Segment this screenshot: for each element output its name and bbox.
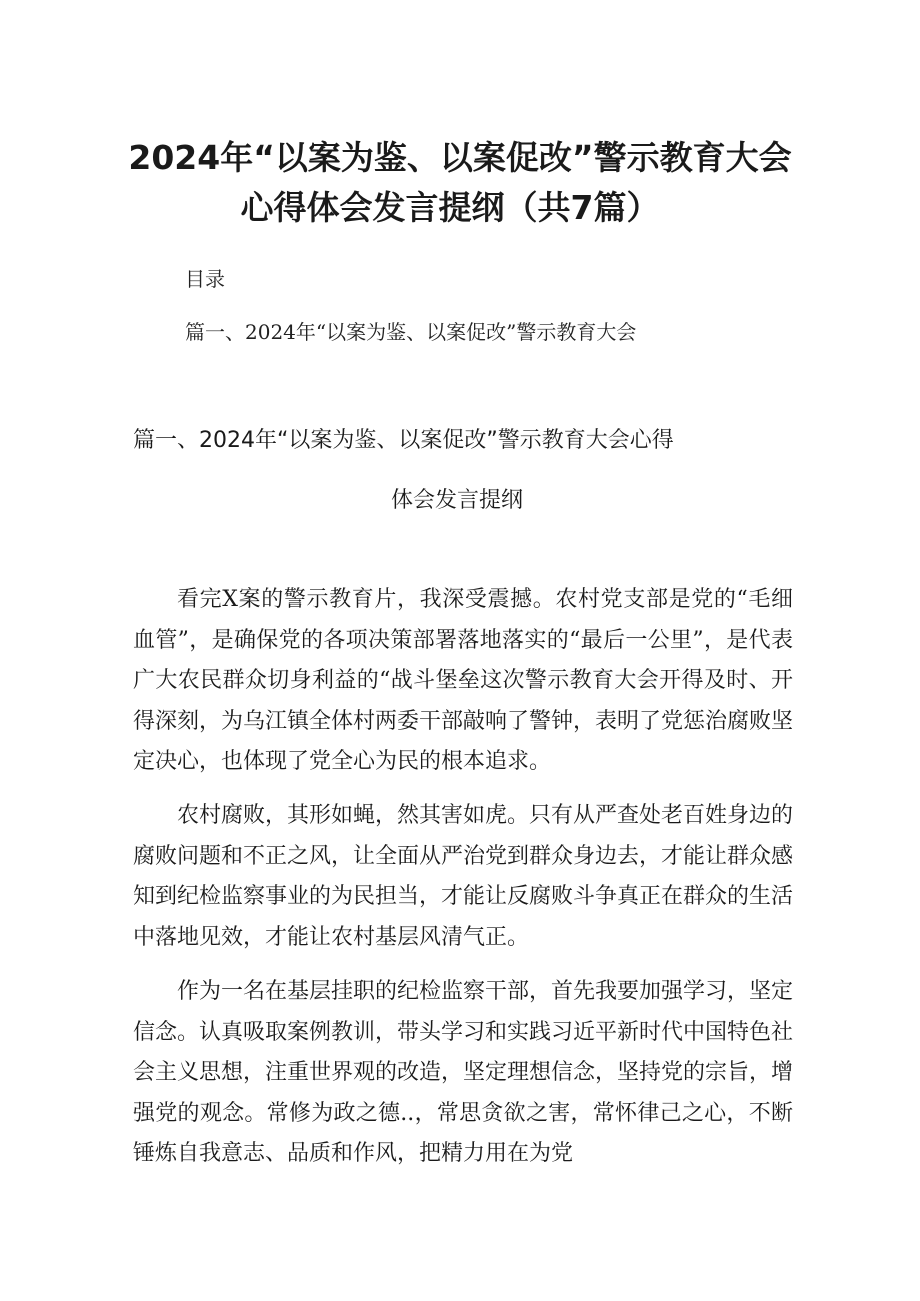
toc-entry[interactable]: 篇一、2024年“以案为鉴、以案促改”警示教育大会 [185, 320, 637, 344]
document-title-line-2: 心得体会发言提纲（共7篇） [240, 188, 660, 227]
document-title-line-1: 2024年“以案为鉴、以案促改”警示教育大会 [128, 138, 792, 177]
section-title-line-1: 篇一、2024年“以案为鉴、以案促改”警示教育大会心得 [133, 428, 674, 453]
toc-heading: 目录 [185, 267, 225, 291]
body-paragraph: 作为一名在基层挂职的纪检监察干部，首先我要加强学习，坚定信念。认真吸取案例教训，带头学习和实践习近平新时代中国特色社会主义思想，注重世界观的改造，坚定理想信念，坚持党的宗旨，增强党的观念。常修为政之德..，常思贪欲之害，常怀律己之心，不断锤炼自我意志、品质和作风，把精力用在为党 [133, 979, 793, 1166]
body-paragraph: 农村腐败，其形如蝇，然其害如虎。只有从严查处老百姓身边的腐败问题和不正之风，让全面从严治党到群众身边去，才能让群众感知到纪检监察事业的为民担当，才能让反腐败斗争真正在群众的生活中落地见效，才能让农村基层风清气正。 [133, 803, 794, 950]
section-title-line-2: 体会发言提纲 [391, 488, 524, 513]
body-paragraph: 看完X案的警示教育片，我深受震撼。农村党支部是党的“毛细血管”，是确保党的各项决策部署落地落实的“最后一公里”，是代表广大农民群众切身利益的“战斗堡垒这次警示教育大会开得及时、开得深刻，为乌江镇全体村两委干部敲响了警钟，表明了党惩治腐败坚定决心，也体现了党全心为民的根本追求。 [133, 587, 794, 774]
